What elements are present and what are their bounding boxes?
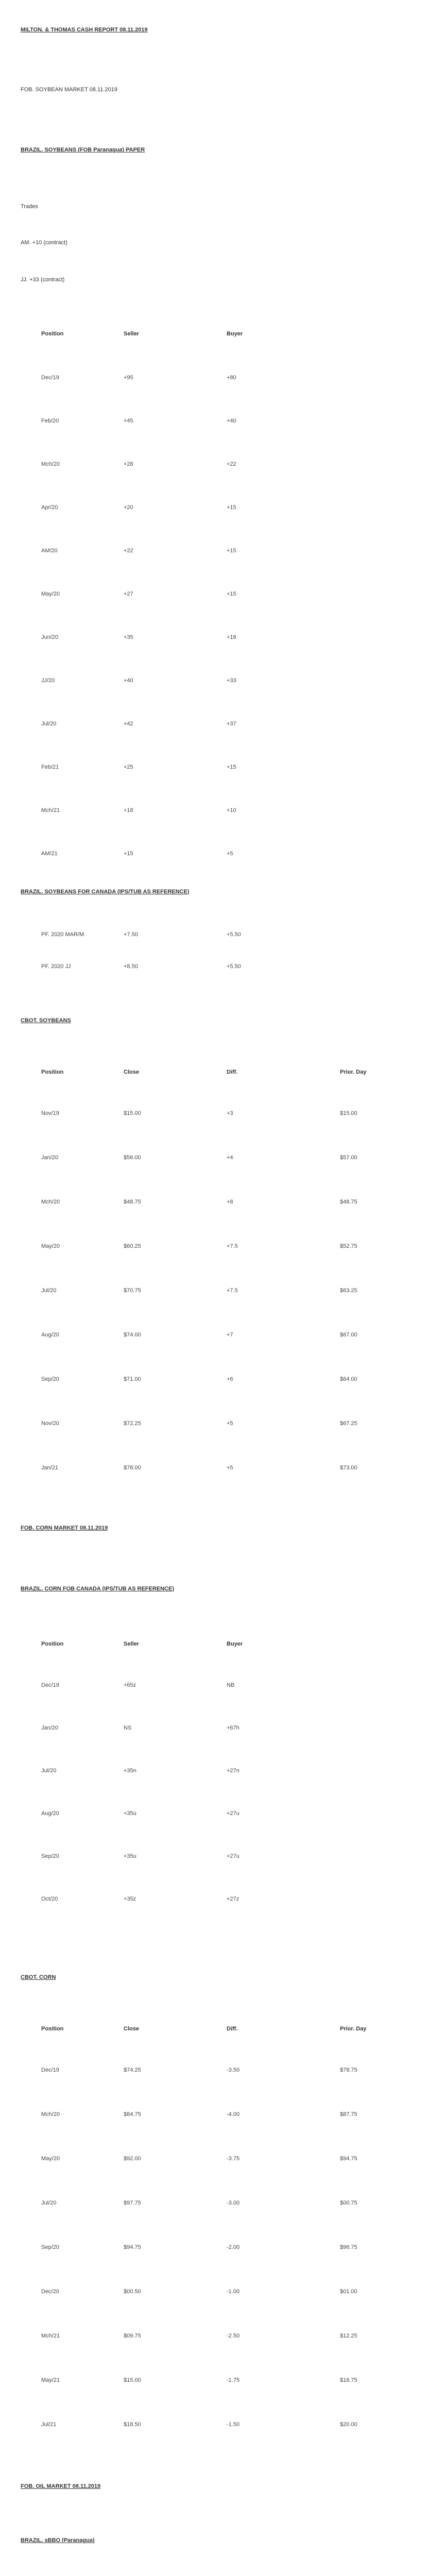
row-position-cell: Sep/20 (41, 1853, 59, 1859)
row-value-cell: $48.75 (340, 1199, 357, 1205)
row-position-cell: May/20 (41, 2156, 60, 2162)
col-header-close: Close (124, 1069, 139, 1075)
col-header-position: Position (41, 331, 64, 337)
row-value-cell: +7.50 (124, 931, 138, 938)
row-value-cell: $94.75 (340, 2156, 357, 2162)
row-value-cell: $97.75 (124, 2200, 141, 2206)
row-position-cell: Jan/20 (41, 1725, 59, 1731)
soybean-market-header: FOB. SOYBEAN MARKET 08.11.2019 (21, 87, 117, 93)
col-header-position: Position (41, 1069, 64, 1075)
row-value-cell: $57.00 (340, 1155, 357, 1161)
row-value-cell: +3 (227, 1110, 233, 1116)
brazil-sbo-title: BRAZIL. sBBO (Paranagua) (21, 2537, 95, 2544)
row-value-cell: +10 (227, 807, 236, 814)
col-header-position: Position (41, 2026, 64, 2032)
row-value-cell: +7.5 (227, 1243, 238, 1249)
row-value-cell: +35z (124, 1896, 136, 1902)
row-value-cell: $63.25 (340, 1287, 357, 1294)
row-value-cell: $67.25 (340, 1420, 357, 1427)
row-position-cell: Feb/21 (41, 764, 59, 770)
row-value-cell: +15 (227, 548, 236, 554)
row-value-cell: -3.50 (227, 2067, 240, 2073)
row-value-cell: +45 (124, 418, 133, 424)
row-value-cell: $60.25 (124, 1243, 141, 1249)
row-position-cell: Sep/20 (41, 1376, 59, 1382)
row-value-cell: +35n (124, 1768, 136, 1774)
row-value-cell: +27n (227, 1768, 240, 1774)
row-value-cell: +7 (227, 1332, 233, 1338)
row-value-cell: $15.00 (124, 1110, 141, 1116)
row-value-cell: +8.50 (124, 963, 138, 970)
row-value-cell: -4.00 (227, 2111, 240, 2117)
row-value-cell: $00.50 (124, 2289, 141, 2295)
row-position-cell: JJ/20 (41, 677, 55, 684)
row-value-cell: +40 (124, 677, 133, 684)
row-value-cell: -1.75 (227, 2377, 240, 2383)
row-position-cell: Dec/19 (41, 2067, 59, 2073)
row-value-cell: $00.75 (340, 2200, 357, 2206)
row-position-cell: Dec/19 (41, 1682, 59, 1688)
row-value-cell: $48.75 (124, 1199, 141, 1205)
row-position-cell: Mch/21 (41, 807, 60, 814)
col-header-position: Position (41, 1641, 64, 1647)
cbot-soybeans-title: CBOT. SOYBEANS (21, 1018, 71, 1024)
row-position-cell: Oct/20 (41, 1896, 58, 1902)
row-value-cell: $09.75 (124, 2333, 141, 2339)
row-position-cell: Nov/19 (41, 1110, 59, 1116)
col-header-seller: Seller (124, 331, 139, 337)
row-value-cell: +95 (124, 375, 133, 381)
row-value-cell: +5 (227, 1420, 233, 1427)
row-value-cell: +27 (124, 591, 133, 597)
row-value-cell: +8 (227, 1199, 233, 1205)
row-position-cell: Jul/20 (41, 2200, 57, 2206)
col-header-prior-day: Prior. Day (340, 2026, 367, 2032)
row-position-cell: Aug/20 (41, 1332, 59, 1338)
report-title: MILTON. & THOMAS CASH REPORT 08.11.2019 (21, 27, 148, 33)
row-position-cell: May/21 (41, 2377, 60, 2383)
row-position-cell: Dec/19 (41, 375, 59, 381)
row-position-cell: Jul/20 (41, 1768, 57, 1774)
row-value-cell: +22 (124, 548, 133, 554)
row-value-cell: +37 (227, 721, 236, 727)
row-value-cell: $96.75 (340, 2244, 357, 2250)
row-value-cell: $12.25 (340, 2333, 357, 2339)
row-value-cell: $92.00 (124, 2156, 141, 2162)
row-position-cell: Mch/21 (41, 2333, 60, 2339)
row-value-cell: +15 (124, 851, 133, 857)
row-value-cell: +15 (227, 764, 236, 770)
col-header-buyer: Buyer (227, 1641, 243, 1647)
brazil-soy-canada-title: BRAZIL. SOYBEANS FOR CANADA (IPS/TUB AS REFERENCE) (21, 889, 190, 895)
row-position-cell: PF. 2020 JJ (41, 963, 71, 970)
row-position-cell: Nov/20 (41, 1420, 59, 1427)
row-position-cell: Aug/20 (41, 1810, 59, 1817)
row-value-cell: -3.00 (227, 2200, 240, 2206)
row-value-cell: +42 (124, 721, 133, 727)
row-value-cell: +27u (227, 1810, 240, 1817)
row-position-cell: Mch/20 (41, 461, 60, 467)
row-value-cell: +67h (227, 1725, 240, 1731)
row-position-cell: AM/20 (41, 548, 58, 554)
row-position-cell: Jun/20 (41, 634, 59, 640)
row-value-cell: $01.00 (340, 2289, 357, 2295)
row-value-cell: $67.00 (340, 1332, 357, 1338)
row-value-cell: $70.75 (124, 1287, 141, 1294)
row-value-cell: NB (227, 1682, 235, 1688)
col-header-prior-day: Prior. Day (340, 1069, 367, 1075)
row-value-cell: +80 (227, 375, 236, 381)
row-position-cell: Sep/20 (41, 2244, 59, 2250)
row-value-cell: +65z (124, 1682, 136, 1688)
row-value-cell: $84.75 (124, 2111, 141, 2117)
row-value-cell: +20 (124, 504, 133, 511)
row-value-cell: +7.5 (227, 1287, 238, 1294)
row-value-cell: -3.75 (227, 2156, 240, 2162)
row-value-cell: +18 (227, 634, 236, 640)
row-position-cell: Jul/20 (41, 1287, 57, 1294)
row-position-cell: Apr/20 (41, 504, 58, 511)
row-value-cell: $72.25 (124, 1420, 141, 1427)
col-header-diff: Diff. (227, 2026, 238, 2032)
col-header-close: Close (124, 2026, 139, 2032)
row-value-cell: NS (124, 1725, 132, 1731)
oil-market-header: FOB. OIL MARKET 08.11.2019 (21, 2483, 101, 2489)
row-position-cell: Jan/20 (41, 1155, 59, 1161)
row-value-cell: +27u (227, 1853, 240, 1859)
row-value-cell: -1.50 (227, 2421, 240, 2428)
row-position-cell: AM/21 (41, 851, 58, 857)
row-value-cell: -1.00 (227, 2289, 240, 2295)
row-value-cell: +22 (227, 461, 236, 467)
trades-label: Trades (21, 204, 38, 210)
row-value-cell: +15 (227, 591, 236, 597)
row-position-cell: May/20 (41, 591, 60, 597)
row-value-cell: $74.00 (124, 1332, 141, 1338)
cbot-corn-title: CBOT. CORN (21, 1974, 56, 1980)
col-header-buyer: Buyer (227, 331, 243, 337)
row-value-cell: $87.75 (340, 2111, 357, 2117)
row-value-cell: +18 (124, 807, 133, 814)
row-position-cell: Jul/20 (41, 721, 57, 727)
trade-line: AM. +10 (contract) (21, 240, 67, 246)
brazil-soybeans-title: BRAZIL. SOYBEANS (FOB Paranagua) PAPER (21, 147, 145, 153)
row-value-cell: +25 (124, 764, 133, 770)
row-value-cell: +5.50 (227, 931, 241, 938)
row-value-cell: $52.75 (340, 1243, 357, 1249)
row-value-cell: $71.00 (124, 1376, 141, 1382)
row-position-cell: May/20 (41, 1243, 60, 1249)
row-value-cell: $20.00 (340, 2421, 357, 2428)
row-value-cell: $16.75 (340, 2377, 357, 2383)
brazil-corn-title: BRAZIL. CORN FOB CANADA (IPS/TUB AS REFERENCE) (21, 1586, 175, 1592)
row-value-cell: -2.50 (227, 2333, 240, 2339)
row-value-cell: +28 (124, 461, 133, 467)
row-position-cell: Jul/21 (41, 2421, 57, 2428)
row-value-cell: +35u (124, 1810, 136, 1817)
row-value-cell: $78.75 (340, 2067, 357, 2073)
row-position-cell: Feb/20 (41, 418, 59, 424)
row-value-cell: $78.00 (124, 1465, 141, 1471)
row-position-cell: Mch/20 (41, 1199, 60, 1205)
row-value-cell: +6 (227, 1376, 233, 1382)
row-value-cell: $74.25 (124, 2067, 141, 2073)
row-value-cell: +5 (227, 1465, 233, 1471)
row-value-cell: $94.75 (124, 2244, 141, 2250)
row-value-cell: +27z (227, 1896, 240, 1902)
row-value-cell: +35 (124, 634, 133, 640)
col-header-diff: Diff. (227, 1069, 238, 1075)
row-value-cell: $15.00 (124, 2377, 141, 2383)
row-position-cell: Dec/20 (41, 2289, 59, 2295)
row-value-cell: $15.00 (340, 1110, 357, 1116)
row-value-cell: +40 (227, 418, 236, 424)
row-value-cell: +5.50 (227, 963, 241, 970)
row-position-cell: Mch/20 (41, 2111, 60, 2117)
row-value-cell: +4 (227, 1155, 233, 1161)
corn-market-header: FOB. CORN MARKET 08.11.2019 (21, 1525, 108, 1531)
row-value-cell: -2.00 (227, 2244, 240, 2250)
row-position-cell: Jan/21 (41, 1465, 59, 1471)
row-value-cell: +33 (227, 677, 236, 684)
row-value-cell: $56.00 (124, 1155, 141, 1161)
row-value-cell: $18.50 (124, 2421, 141, 2428)
col-header-seller: Seller (124, 1641, 139, 1647)
row-value-cell: $73.00 (340, 1465, 357, 1471)
row-value-cell: +5 (227, 851, 233, 857)
row-value-cell: +15 (227, 504, 236, 511)
row-value-cell: +35u (124, 1853, 136, 1859)
row-value-cell: $64.00 (340, 1376, 357, 1382)
row-position-cell: PF. 2020 MAR/M (41, 931, 84, 938)
trade-line: JJ. +33 (contract) (21, 277, 65, 283)
